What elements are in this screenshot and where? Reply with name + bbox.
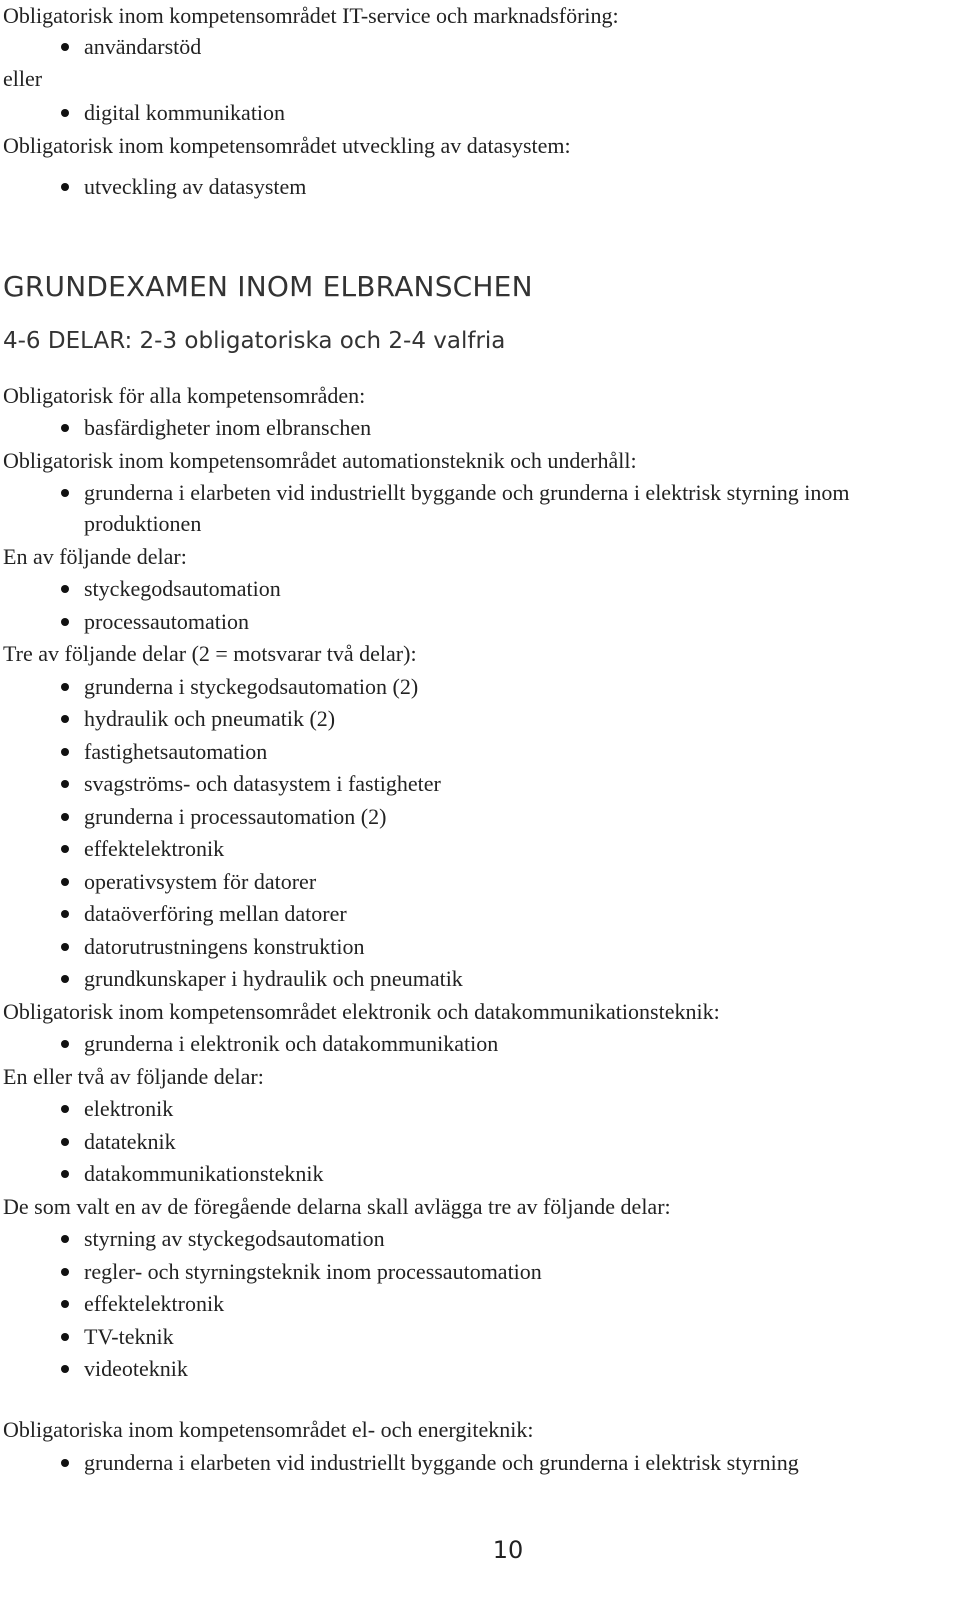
paragraph: Obligatorisk inom kompetensområdet IT-service och marknadsföring: xyxy=(3,3,619,28)
paragraph: eller xyxy=(3,66,43,91)
list-item xyxy=(0,477,960,539)
bullet-icon xyxy=(61,813,69,821)
bullet-icon xyxy=(61,585,69,593)
list-item-text: effektelektronik xyxy=(84,1291,225,1316)
page-number: 10 xyxy=(492,1536,524,1564)
list-item-text: grundkunskaper i hydraulik och pneumatik xyxy=(84,966,463,991)
list-item xyxy=(0,412,960,443)
list-item xyxy=(0,736,960,767)
list-item xyxy=(0,1028,960,1059)
bullet-icon xyxy=(61,910,69,918)
list-item xyxy=(0,898,960,929)
bullet-icon xyxy=(61,1459,69,1467)
paragraph: Obligatorisk inom kompetensområdet elektronik och datakommunikationsteknik: xyxy=(3,998,720,1024)
bullet-icon xyxy=(61,845,69,853)
list-item xyxy=(0,703,960,734)
paragraph: En eller två av följande delar: xyxy=(3,1063,264,1089)
list-item-text: operativsystem för datorer xyxy=(84,868,317,894)
list-item xyxy=(0,31,960,62)
bullet-icon xyxy=(61,43,69,51)
bullet-icon xyxy=(61,748,69,756)
bullet-icon xyxy=(61,1105,69,1113)
list-item-text: videoteknik xyxy=(84,1356,188,1381)
list-item-text: utveckling av datasystem xyxy=(84,174,307,199)
bullet-icon xyxy=(61,780,69,788)
bullet-icon xyxy=(61,424,69,432)
list-item-text: datorutrustningens konstruktion xyxy=(84,933,365,959)
list-item xyxy=(0,1447,960,1478)
list-item-text: grunderna i processautomation (2) xyxy=(84,803,387,829)
energy-section xyxy=(0,1414,960,1478)
bullet-icon xyxy=(61,1138,69,1146)
paragraph: Obligatorisk inom kompetensområdet utveckling av datasystem: xyxy=(3,133,571,158)
bullet-icon xyxy=(61,1040,69,1048)
elbranschen-section xyxy=(0,378,960,1384)
bullet-icon xyxy=(61,1235,69,1243)
bullet-icon xyxy=(61,715,69,723)
list-item-text: grunderna i elarbeten vid industriellt byggande och grunderna i elektrisk styrning xyxy=(84,1450,799,1475)
list-item xyxy=(0,1288,960,1319)
paragraph: De som valt en av de föregående delarna skall avlägga tre av följande delar: xyxy=(3,1193,671,1219)
bullet-icon xyxy=(61,1365,69,1373)
bullet-icon xyxy=(61,1333,69,1341)
bullet-icon xyxy=(61,489,69,497)
bullet-icon xyxy=(61,618,69,626)
list-item xyxy=(0,963,960,994)
list-item xyxy=(0,833,960,864)
list-item-text: datateknik xyxy=(84,1128,176,1154)
bullet-icon xyxy=(61,975,69,983)
list-item-text: grunderna i styckegodsautomation (2) xyxy=(84,673,419,699)
list-item-text: regler- och styrningsteknik inom processautomation xyxy=(84,1258,542,1284)
list-item xyxy=(0,801,960,832)
list-item-text: fastighetsautomation xyxy=(84,738,268,764)
list-item-text: processautomation xyxy=(84,608,249,634)
list-item-text: användarstöd xyxy=(84,34,202,59)
list-item-text: grunderna i elektronik och datakommunikation xyxy=(84,1031,499,1056)
section-title: GRUNDEXAMEN INOM ELBRANSCHEN xyxy=(3,270,533,303)
list-item xyxy=(0,768,960,799)
bullet-icon xyxy=(61,943,69,951)
paragraph: Obligatoriska inom kompetensområdet el- och energiteknik: xyxy=(3,1417,534,1442)
list-item xyxy=(0,1126,960,1157)
list-item-text: dataöverföring mellan datorer xyxy=(84,901,347,926)
list-item xyxy=(0,97,960,128)
paragraph: En av följande delar: xyxy=(3,543,187,569)
list-item xyxy=(0,1256,960,1287)
list-item xyxy=(0,171,960,202)
list-item xyxy=(0,1321,960,1352)
bullet-icon xyxy=(61,1268,69,1276)
list-item-text: styckegodsautomation xyxy=(84,576,281,601)
bullet-icon xyxy=(61,878,69,886)
list-item-text: basfärdigheter inom elbranschen xyxy=(84,415,372,440)
list-item-text: svagströms- och datasystem i fastigheter xyxy=(84,771,441,796)
list-item xyxy=(0,931,960,962)
list-item-text: digital kommunikation xyxy=(84,100,286,125)
it-section xyxy=(0,0,960,202)
bullet-icon xyxy=(61,1170,69,1178)
list-item-text: elektronik xyxy=(84,1096,174,1121)
bullet-icon xyxy=(61,1300,69,1308)
bullet-icon xyxy=(61,109,69,117)
list-item xyxy=(0,1158,960,1189)
list-item xyxy=(0,1353,960,1384)
paragraph: Obligatorisk för alla kompetensområden: xyxy=(3,382,366,408)
list-item xyxy=(0,573,960,604)
list-item xyxy=(0,671,960,702)
bullet-icon xyxy=(61,183,69,191)
list-item-text: grunderna i elarbeten vid industriellt byggande och grunderna i elektrisk styrning inom produktionen xyxy=(84,480,850,536)
list-item-text: hydraulik och pneumatik (2) xyxy=(84,706,336,731)
paragraph: Obligatorisk inom kompetensområdet automationsteknik och underhåll: xyxy=(3,447,637,473)
bullet-icon xyxy=(61,683,69,691)
list-item-text: effektelektronik xyxy=(84,836,225,861)
list-item xyxy=(0,606,960,637)
list-item-text: styrning av styckegodsautomation xyxy=(84,1226,385,1251)
list-item-text: datakommunikationsteknik xyxy=(84,1161,324,1186)
section-subtitle: 4-6 DELAR: 2-3 obligatoriska och 2-4 valfria xyxy=(3,328,506,354)
list-item xyxy=(0,1223,960,1254)
list-item xyxy=(0,866,960,897)
paragraph: Tre av följande delar (2 = motsvarar två delar): xyxy=(3,641,417,666)
list-item xyxy=(0,1093,960,1124)
list-item-text: TV-teknik xyxy=(84,1323,174,1349)
